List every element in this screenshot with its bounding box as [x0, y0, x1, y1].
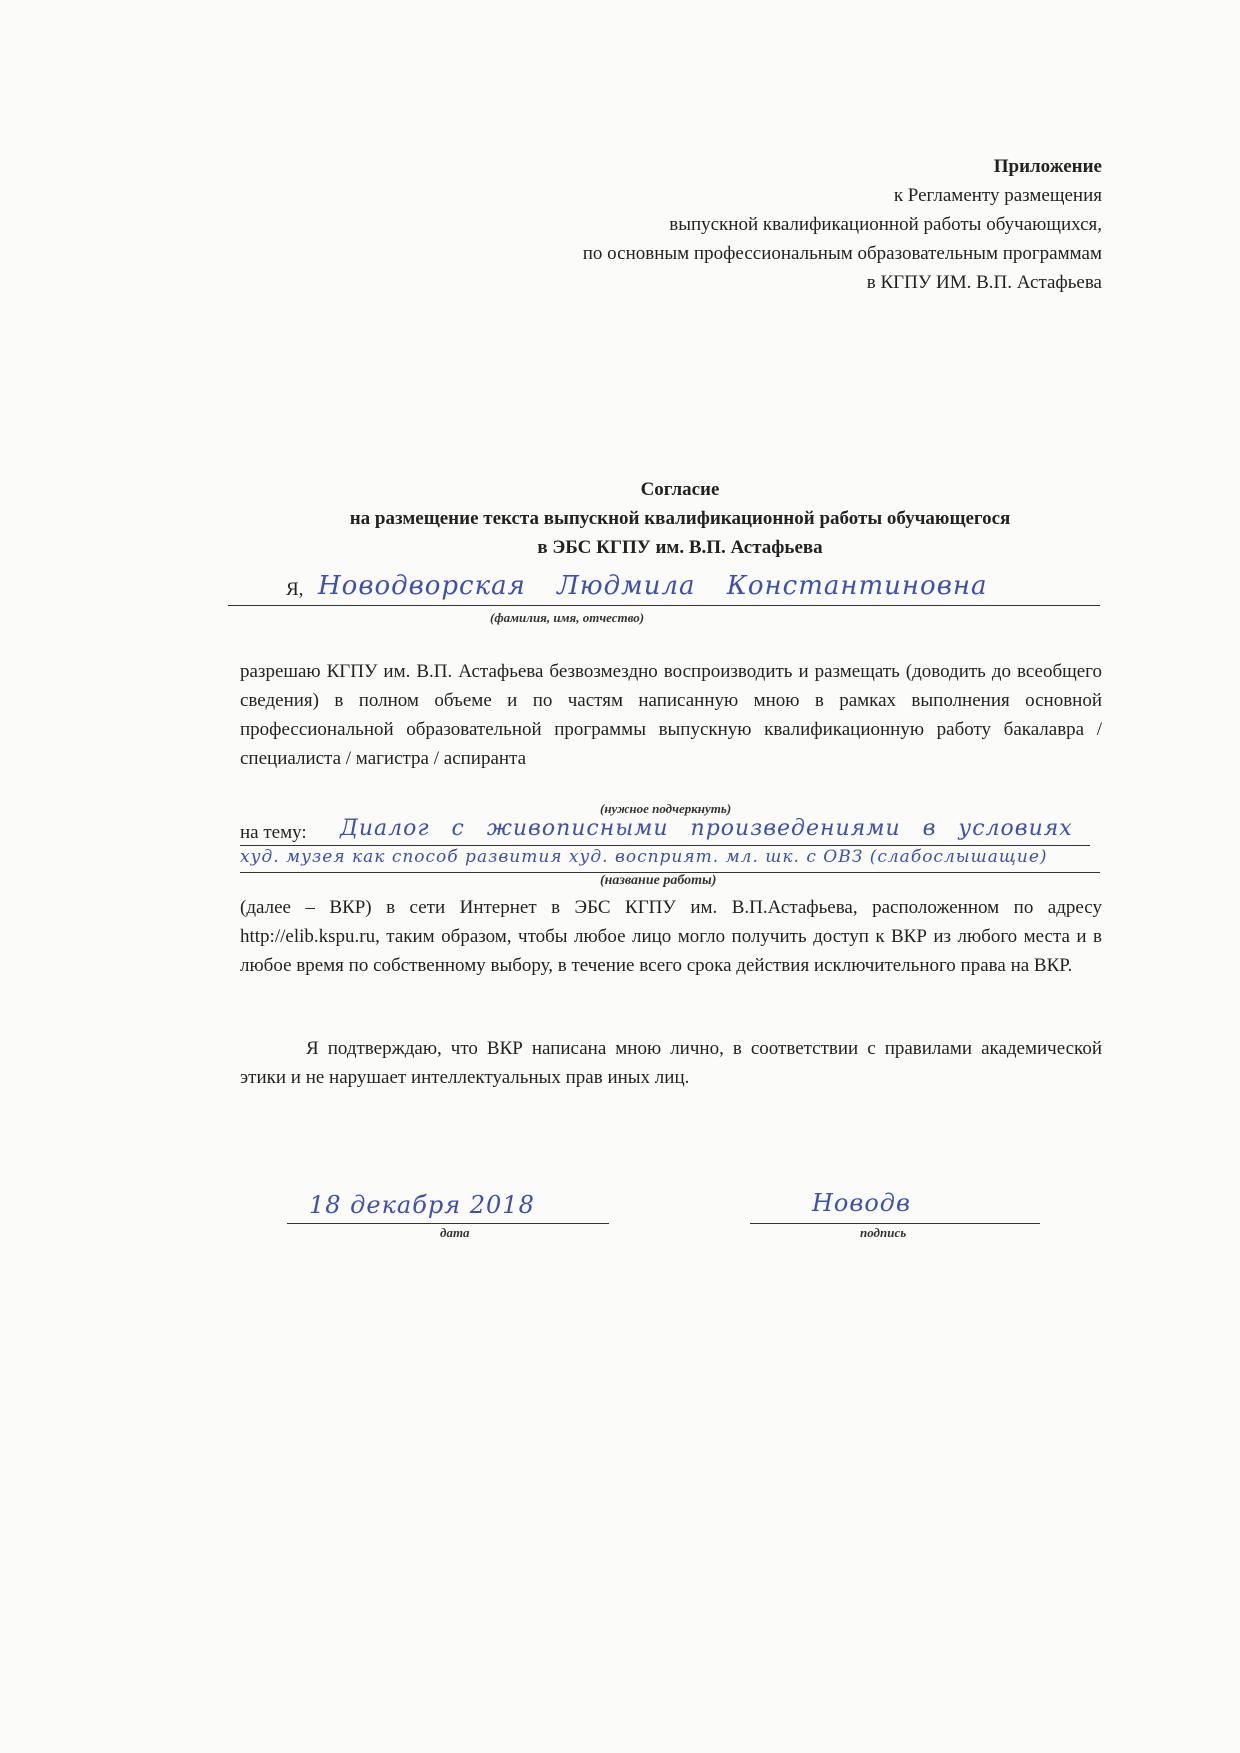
appendix-header: [583, 152, 1102, 297]
header-line: по основным профессиональным образовательным программам: [582, 243, 1102, 264]
header-line: в КГПУ ИМ. В.П. Астафьева: [866, 272, 1102, 293]
topic-field-line1[interactable]: [240, 818, 1090, 846]
signature-caption: подпись: [860, 1225, 907, 1240]
signature: Новодв: [812, 1189, 911, 1217]
signature-field[interactable]: [750, 1189, 1040, 1224]
name-prefix: Я,: [286, 579, 304, 600]
appendix-title: Приложение: [993, 156, 1102, 177]
topic-caption: (название работы): [600, 873, 717, 888]
confirmation-paragraph: Я подтверждаю, что ВКР написана мною лично, в соответствии с правилами академической этики и не нарушает интеллектуальных прав иных лиц.: [240, 1038, 1102, 1088]
header-line: выпускной квалификационной работы обучающихся,: [669, 214, 1102, 235]
underline-caption: (нужное подчеркнуть): [600, 801, 732, 816]
title-line: в ЭБС КГПУ им. В.П. Астафьева: [537, 537, 823, 558]
header-line: к Регламенту размещения: [893, 185, 1102, 206]
date-field[interactable]: [287, 1193, 609, 1224]
date-value: 18 декабря 2018: [309, 1191, 535, 1219]
topic-prefix: на тему:: [240, 822, 307, 843]
publication-paragraph: (далее – ВКР) в сети Интернет в ЭБС КГПУ им. В.П.Астафьева, расположенном по адресу http://elib.kspu.ru, таким образом, чтобы любое лицо могло получить доступ к ВКР из любого места и в любое время по собственному выбору, в течение всего срока действия исключительного права на ВКР.: [240, 897, 1102, 976]
document-title: [240, 475, 1120, 562]
name-value: Новодворская Людмила Константиновна: [318, 571, 988, 601]
date-caption: дата: [440, 1225, 470, 1240]
topic-field-line2[interactable]: [240, 847, 1100, 873]
name-field[interactable]: [228, 571, 1100, 606]
topic-line2: худ. музея как способ развития худ. восприят. мл. шк. с ОВЗ (слабослышащие): [240, 847, 1048, 867]
title-line: на размещение текста выпускной квалификационной работы обучающегося: [349, 508, 1011, 529]
consent-paragraph: разрешаю КГПУ им. В.П. Астафьева безвозмездно воспроизводить и размещать (доводить до всеобщего сведения) в полном объеме и по частям написанную мною в рамках выполнения основной профессиональной образовательной программы выпускную квалификационную работу бакалавра / специалиста / магистра / аспиранта: [240, 661, 1102, 769]
topic-line1: Диалог с живописными произведениями в условиях: [340, 816, 1073, 841]
title-line: Согласие: [640, 479, 720, 500]
name-caption: (фамилия, имя, отчество): [490, 610, 645, 625]
